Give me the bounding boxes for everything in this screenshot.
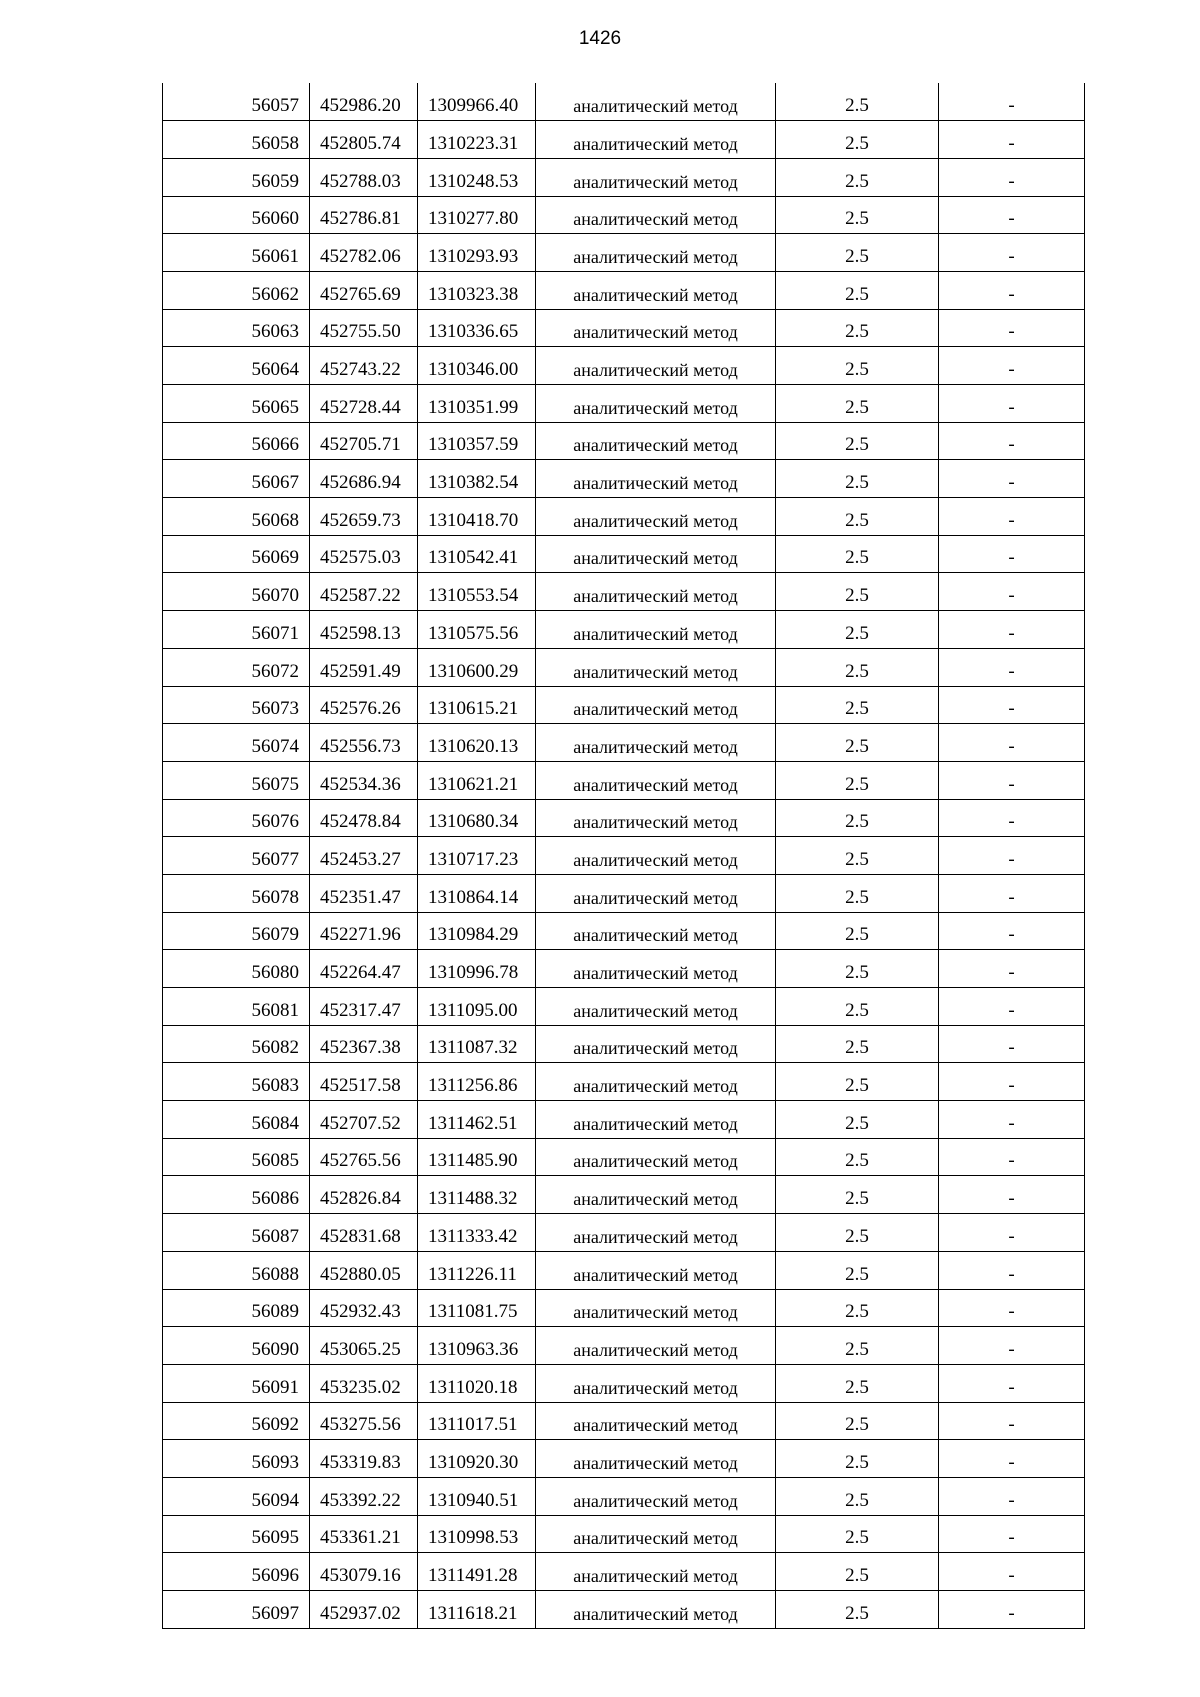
table-row [163,460,1085,498]
method-cell: аналитический метод [536,1553,776,1591]
x-coordinate-cell: 452598.13 [310,611,418,649]
x-coordinate-cell: 452786.81 [310,196,418,234]
note-cell: - [939,1553,1085,1591]
table-row [163,761,1085,799]
table-row [163,686,1085,724]
x-coordinate-cell: 452986.20 [310,83,418,121]
note-cell: - [939,347,1085,385]
x-coordinate-cell: 452534.36 [310,761,418,799]
accuracy-cell: 2.5 [776,799,939,837]
x-coordinate-cell: 452478.84 [310,799,418,837]
x-coordinate-cell: 452591.49 [310,648,418,686]
note-cell: - [939,611,1085,649]
y-coordinate-cell: 1310323.38 [418,271,536,309]
method-cell: аналитический метод [536,234,776,272]
table-row [163,234,1085,272]
note-cell: - [939,1440,1085,1478]
point-number-cell: 56073 [163,686,310,724]
table-row [163,1176,1085,1214]
coordinates-table-body [163,83,1085,1628]
y-coordinate-cell: 1311017.51 [418,1402,536,1440]
note-cell: - [939,761,1085,799]
x-coordinate-cell: 453392.22 [310,1477,418,1515]
table-row [163,950,1085,988]
x-coordinate-cell: 452782.06 [310,234,418,272]
point-number-cell: 56068 [163,498,310,536]
point-number-cell: 56058 [163,121,310,159]
note-cell: - [939,912,1085,950]
note-cell: - [939,573,1085,611]
method-cell: аналитический метод [536,1477,776,1515]
note-cell: - [939,1515,1085,1553]
method-cell: аналитический метод [536,1591,776,1629]
table-row [163,347,1085,385]
accuracy-cell: 2.5 [776,1515,939,1553]
point-number-cell: 56061 [163,234,310,272]
y-coordinate-cell: 1310600.29 [418,648,536,686]
point-number-cell: 56080 [163,950,310,988]
method-cell: аналитический метод [536,385,776,423]
x-coordinate-cell: 452765.69 [310,271,418,309]
note-cell: - [939,1251,1085,1289]
method-cell: аналитический метод [536,1063,776,1101]
y-coordinate-cell: 1310984.29 [418,912,536,950]
point-number-cell: 56074 [163,724,310,762]
method-cell: аналитический метод [536,535,776,573]
note-cell: - [939,1402,1085,1440]
y-coordinate-cell: 1311333.42 [418,1214,536,1252]
point-number-cell: 56075 [163,761,310,799]
method-cell: аналитический метод [536,1025,776,1063]
note-cell: - [939,83,1085,121]
y-coordinate-cell: 1311256.86 [418,1063,536,1101]
method-cell: аналитический метод [536,498,776,536]
note-cell: - [939,1176,1085,1214]
x-coordinate-cell: 453065.25 [310,1327,418,1365]
point-number-cell: 56079 [163,912,310,950]
point-number-cell: 56076 [163,799,310,837]
accuracy-cell: 2.5 [776,234,939,272]
accuracy-cell: 2.5 [776,1289,939,1327]
y-coordinate-cell: 1310357.59 [418,422,536,460]
point-number-cell: 56095 [163,1515,310,1553]
x-coordinate-cell: 452707.52 [310,1101,418,1139]
x-coordinate-cell: 452575.03 [310,535,418,573]
y-coordinate-cell: 1310382.54 [418,460,536,498]
accuracy-cell: 2.5 [776,1440,939,1478]
y-coordinate-cell: 1311488.32 [418,1176,536,1214]
accuracy-cell: 2.5 [776,686,939,724]
x-coordinate-cell: 452686.94 [310,460,418,498]
table-row [163,196,1085,234]
note-cell: - [939,234,1085,272]
note-cell: - [939,1364,1085,1402]
point-number-cell: 56094 [163,1477,310,1515]
accuracy-cell: 2.5 [776,460,939,498]
accuracy-cell: 2.5 [776,1025,939,1063]
method-cell: аналитический метод [536,460,776,498]
note-cell: - [939,422,1085,460]
point-number-cell: 56090 [163,1327,310,1365]
method-cell: аналитический метод [536,573,776,611]
accuracy-cell: 2.5 [776,837,939,875]
method-cell: аналитический метод [536,271,776,309]
point-number-cell: 56059 [163,158,310,196]
method-cell: аналитический метод [536,1138,776,1176]
method-cell: аналитический метод [536,988,776,1026]
table-row [163,1591,1085,1629]
table-row [163,648,1085,686]
table-row [163,1101,1085,1139]
x-coordinate-cell: 452453.27 [310,837,418,875]
method-cell: аналитический метод [536,83,776,121]
point-number-cell: 56097 [163,1591,310,1629]
table-row [163,724,1085,762]
note-cell: - [939,950,1085,988]
y-coordinate-cell: 1310553.54 [418,573,536,611]
point-number-cell: 56065 [163,385,310,423]
accuracy-cell: 2.5 [776,1138,939,1176]
point-number-cell: 56060 [163,196,310,234]
accuracy-cell: 2.5 [776,309,939,347]
accuracy-cell: 2.5 [776,761,939,799]
table-row [163,1063,1085,1101]
note-cell: - [939,1214,1085,1252]
point-number-cell: 56064 [163,347,310,385]
note-cell: - [939,1327,1085,1365]
table-row [163,309,1085,347]
method-cell: аналитический метод [536,1402,776,1440]
table-row [163,498,1085,536]
accuracy-cell: 2.5 [776,1251,939,1289]
x-coordinate-cell: 452351.47 [310,874,418,912]
accuracy-cell: 2.5 [776,988,939,1026]
x-coordinate-cell: 452659.73 [310,498,418,536]
point-number-cell: 56063 [163,309,310,347]
note-cell: - [939,385,1085,423]
accuracy-cell: 2.5 [776,196,939,234]
y-coordinate-cell: 1310248.53 [418,158,536,196]
method-cell: аналитический метод [536,950,776,988]
x-coordinate-cell: 452826.84 [310,1176,418,1214]
method-cell: аналитический метод [536,1364,776,1402]
note-cell: - [939,1063,1085,1101]
y-coordinate-cell: 1310717.23 [418,837,536,875]
accuracy-cell: 2.5 [776,158,939,196]
y-coordinate-cell: 1310418.70 [418,498,536,536]
x-coordinate-cell: 453235.02 [310,1364,418,1402]
accuracy-cell: 2.5 [776,422,939,460]
coordinates-table [162,83,1085,1629]
note-cell: - [939,874,1085,912]
accuracy-cell: 2.5 [776,950,939,988]
accuracy-cell: 2.5 [776,1063,939,1101]
method-cell: аналитический метод [536,761,776,799]
table-row [163,1402,1085,1440]
point-number-cell: 56081 [163,988,310,1026]
point-number-cell: 56069 [163,535,310,573]
accuracy-cell: 2.5 [776,1214,939,1252]
note-cell: - [939,1289,1085,1327]
point-number-cell: 56066 [163,422,310,460]
y-coordinate-cell: 1310223.31 [418,121,536,159]
x-coordinate-cell: 452755.50 [310,309,418,347]
y-coordinate-cell: 1310940.51 [418,1477,536,1515]
note-cell: - [939,1101,1085,1139]
x-coordinate-cell: 452705.71 [310,422,418,460]
method-cell: аналитический метод [536,874,776,912]
x-coordinate-cell: 452805.74 [310,121,418,159]
x-coordinate-cell: 452932.43 [310,1289,418,1327]
x-coordinate-cell: 452880.05 [310,1251,418,1289]
point-number-cell: 56088 [163,1251,310,1289]
y-coordinate-cell: 1310963.36 [418,1327,536,1365]
y-coordinate-cell: 1310277.80 [418,196,536,234]
point-number-cell: 56071 [163,611,310,649]
table-row [163,1251,1085,1289]
method-cell: аналитический метод [536,1327,776,1365]
y-coordinate-cell: 1310293.93 [418,234,536,272]
table-row [163,121,1085,159]
note-cell: - [939,196,1085,234]
x-coordinate-cell: 452271.96 [310,912,418,950]
y-coordinate-cell: 1311485.90 [418,1138,536,1176]
table-row [163,799,1085,837]
table-row [163,385,1085,423]
note-cell: - [939,535,1085,573]
accuracy-cell: 2.5 [776,121,939,159]
method-cell: аналитический метод [536,611,776,649]
x-coordinate-cell: 453275.56 [310,1402,418,1440]
method-cell: аналитический метод [536,196,776,234]
y-coordinate-cell: 1311081.75 [418,1289,536,1327]
accuracy-cell: 2.5 [776,271,939,309]
x-coordinate-cell: 453319.83 [310,1440,418,1478]
point-number-cell: 56091 [163,1364,310,1402]
y-coordinate-cell: 1310680.34 [418,799,536,837]
table-row [163,988,1085,1026]
note-cell: - [939,837,1085,875]
y-coordinate-cell: 1311020.18 [418,1364,536,1402]
y-coordinate-cell: 1310346.00 [418,347,536,385]
x-coordinate-cell: 452264.47 [310,950,418,988]
y-coordinate-cell: 1310864.14 [418,874,536,912]
table-row [163,1327,1085,1365]
x-coordinate-cell: 452743.22 [310,347,418,385]
accuracy-cell: 2.5 [776,874,939,912]
x-coordinate-cell: 452788.03 [310,158,418,196]
note-cell: - [939,1477,1085,1515]
note-cell: - [939,309,1085,347]
point-number-cell: 56082 [163,1025,310,1063]
x-coordinate-cell: 453361.21 [310,1515,418,1553]
table-row [163,837,1085,875]
table-row [163,1289,1085,1327]
point-number-cell: 56077 [163,837,310,875]
point-number-cell: 56062 [163,271,310,309]
note-cell: - [939,988,1085,1026]
table-row [163,1025,1085,1063]
point-number-cell: 56070 [163,573,310,611]
x-coordinate-cell: 453079.16 [310,1553,418,1591]
table-row [163,1477,1085,1515]
accuracy-cell: 2.5 [776,498,939,536]
y-coordinate-cell: 1310920.30 [418,1440,536,1478]
accuracy-cell: 2.5 [776,1176,939,1214]
y-coordinate-cell: 1310620.13 [418,724,536,762]
point-number-cell: 56085 [163,1138,310,1176]
method-cell: аналитический метод [536,121,776,159]
accuracy-cell: 2.5 [776,724,939,762]
method-cell: аналитический метод [536,309,776,347]
method-cell: аналитический метод [536,1176,776,1214]
x-coordinate-cell: 452937.02 [310,1591,418,1629]
y-coordinate-cell: 1310996.78 [418,950,536,988]
page-number: 1426 [578,28,622,49]
accuracy-cell: 2.5 [776,535,939,573]
table-row [163,535,1085,573]
method-cell: аналитический метод [536,1251,776,1289]
x-coordinate-cell: 452728.44 [310,385,418,423]
note-cell: - [939,1138,1085,1176]
point-number-cell: 56078 [163,874,310,912]
method-cell: аналитический метод [536,724,776,762]
accuracy-cell: 2.5 [776,573,939,611]
method-cell: аналитический метод [536,1214,776,1252]
y-coordinate-cell: 1310336.65 [418,309,536,347]
y-coordinate-cell: 1310351.99 [418,385,536,423]
accuracy-cell: 2.5 [776,912,939,950]
x-coordinate-cell: 452765.56 [310,1138,418,1176]
note-cell: - [939,686,1085,724]
accuracy-cell: 2.5 [776,1101,939,1139]
method-cell: аналитический метод [536,158,776,196]
table-row [163,271,1085,309]
x-coordinate-cell: 452576.26 [310,686,418,724]
table-row [163,422,1085,460]
point-number-cell: 56086 [163,1176,310,1214]
accuracy-cell: 2.5 [776,1477,939,1515]
accuracy-cell: 2.5 [776,347,939,385]
point-number-cell: 56084 [163,1101,310,1139]
y-coordinate-cell: 1310575.56 [418,611,536,649]
method-cell: аналитический метод [536,1289,776,1327]
point-number-cell: 56057 [163,83,310,121]
table-row [163,611,1085,649]
note-cell: - [939,724,1085,762]
y-coordinate-cell: 1309966.40 [418,83,536,121]
table-row [163,573,1085,611]
note-cell: - [939,460,1085,498]
point-number-cell: 56087 [163,1214,310,1252]
x-coordinate-cell: 452367.38 [310,1025,418,1063]
point-number-cell: 56067 [163,460,310,498]
accuracy-cell: 2.5 [776,1364,939,1402]
accuracy-cell: 2.5 [776,1591,939,1629]
table-row [163,1138,1085,1176]
method-cell: аналитический метод [536,422,776,460]
method-cell: аналитический метод [536,1440,776,1478]
point-number-cell: 56072 [163,648,310,686]
table-row [163,1364,1085,1402]
accuracy-cell: 2.5 [776,1327,939,1365]
point-number-cell: 56083 [163,1063,310,1101]
method-cell: аналитический метод [536,347,776,385]
method-cell: аналитический метод [536,648,776,686]
accuracy-cell: 2.5 [776,611,939,649]
y-coordinate-cell: 1310542.41 [418,535,536,573]
point-number-cell: 56089 [163,1289,310,1327]
note-cell: - [939,1025,1085,1063]
accuracy-cell: 2.5 [776,1553,939,1591]
x-coordinate-cell: 452517.58 [310,1063,418,1101]
y-coordinate-cell: 1311095.00 [418,988,536,1026]
table-row [163,1515,1085,1553]
method-cell: аналитический метод [536,912,776,950]
y-coordinate-cell: 1311226.11 [418,1251,536,1289]
table-row [163,874,1085,912]
method-cell: аналитический метод [536,1515,776,1553]
note-cell: - [939,121,1085,159]
accuracy-cell: 2.5 [776,385,939,423]
x-coordinate-cell: 452831.68 [310,1214,418,1252]
accuracy-cell: 2.5 [776,1402,939,1440]
table-row [163,912,1085,950]
table-row [163,1214,1085,1252]
method-cell: аналитический метод [536,799,776,837]
method-cell: аналитический метод [536,686,776,724]
table-row [163,158,1085,196]
y-coordinate-cell: 1310621.21 [418,761,536,799]
note-cell: - [939,158,1085,196]
y-coordinate-cell: 1311618.21 [418,1591,536,1629]
note-cell: - [939,1591,1085,1629]
y-coordinate-cell: 1311462.51 [418,1101,536,1139]
y-coordinate-cell: 1310615.21 [418,686,536,724]
table-row [163,1553,1085,1591]
note-cell: - [939,799,1085,837]
table-row [163,83,1085,121]
x-coordinate-cell: 452587.22 [310,573,418,611]
x-coordinate-cell: 452556.73 [310,724,418,762]
accuracy-cell: 2.5 [776,648,939,686]
note-cell: - [939,498,1085,536]
point-number-cell: 56096 [163,1553,310,1591]
x-coordinate-cell: 452317.47 [310,988,418,1026]
y-coordinate-cell: 1310998.53 [418,1515,536,1553]
point-number-cell: 56093 [163,1440,310,1478]
method-cell: аналитический метод [536,837,776,875]
note-cell: - [939,271,1085,309]
point-number-cell: 56092 [163,1402,310,1440]
accuracy-cell: 2.5 [776,83,939,121]
y-coordinate-cell: 1311491.28 [418,1553,536,1591]
y-coordinate-cell: 1311087.32 [418,1025,536,1063]
note-cell: - [939,648,1085,686]
table-row [163,1440,1085,1478]
method-cell: аналитический метод [536,1101,776,1139]
